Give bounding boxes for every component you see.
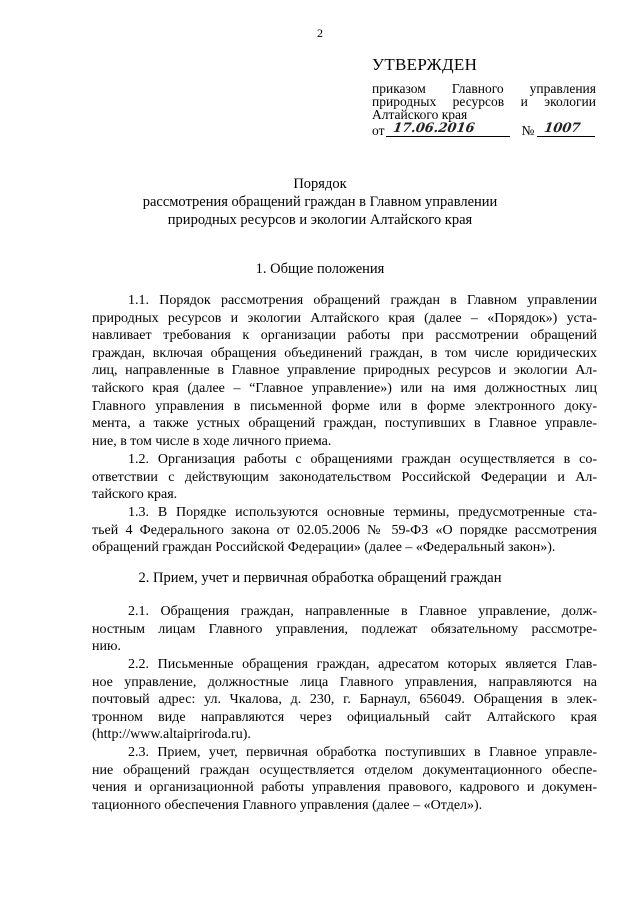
- text-line: ние, в том числе в ходе личного приема.: [92, 433, 332, 449]
- number-label: №: [521, 123, 535, 138]
- title-line: рассмотрения обращений граждан в Главном управлении: [142, 194, 498, 210]
- approval-line: природных ресурсов и экологии: [372, 94, 596, 109]
- page-number: 2: [317, 26, 323, 40]
- date-label: от: [372, 123, 385, 138]
- paragraph-1-1: [92, 292, 597, 450]
- text-line: природных ресурсов и экологии Алтайского края (далее – «Порядок») уста-: [92, 310, 597, 326]
- paragraph-1-2: [92, 451, 597, 504]
- text-line: ное управление, должностные лица Главного управления, направляются на: [92, 674, 597, 690]
- text-line: нию.: [92, 639, 121, 655]
- text-line: ответствии с действующим законодательством Российской Федерации и Ал-: [92, 469, 597, 485]
- text-line: тайского края (далее – “Главное управление») или на имя должностных лиц: [92, 380, 597, 396]
- text-line: лиц, направленные в Главное управление природных ресурсов и экологии Ал-: [92, 363, 597, 379]
- paragraph-2-1: [92, 603, 597, 656]
- title-line: природных ресурсов и экологии Алтайского края: [167, 212, 473, 228]
- text-line: 2.1. Обращения граждан, направленные в Главное управление, долж-: [128, 604, 597, 619]
- text-line: навливает требования к организации работы при рассмотрении обращений: [92, 328, 597, 344]
- text-line: почтовый адрес: ул. Чкалова, д. 230, г. Барнаул, 656049. Обращения в элек-: [92, 692, 597, 708]
- text-line: тронном виде направляются через официальный сайт Алтайского края: [92, 709, 597, 725]
- title-line: Порядок: [293, 176, 347, 192]
- text-line: (http://www.altaipriroda.ru).: [92, 727, 251, 743]
- text-line: 1.2. Организация работы с обращениями граждан осуществляется в со-: [128, 452, 597, 467]
- approval-heading: УТВЕРЖДЕН: [372, 55, 478, 74]
- handwritten-date: 17.06.2016: [386, 122, 512, 137]
- paragraph-2-2: [92, 656, 597, 744]
- text-line: ностным лицам Главного управления, подлежат обязательному рассмотре-: [92, 621, 597, 637]
- text-line: граждан, включая обращения объединений граждан, в том числе юридических: [92, 345, 597, 361]
- approval-line: Алтайского края: [372, 107, 468, 122]
- text-line: 1.3. В Порядке используются основные термины, предусмотренные ста-: [128, 505, 597, 520]
- text-line: тьей 4 Федерального закона от 02.05.2006 № 59-ФЗ «О порядке рассмотрения: [92, 522, 597, 538]
- text-line: ние обращений граждан осуществляется отделом документационного обеспе-: [92, 762, 597, 778]
- approval-block: [372, 55, 596, 138]
- order-date-number-row: [372, 122, 596, 137]
- paragraph-1-3: [92, 504, 597, 557]
- text-line: Главного управления в письменной форме или в форме электронного доку-: [92, 398, 597, 414]
- handwritten-number: 1007: [537, 122, 597, 137]
- text-line: 2.2. Письменные обращения граждан, адресатом которых является Глав-: [128, 657, 597, 672]
- section-1-heading: 1. Общие положения: [255, 261, 385, 277]
- paragraph-2-3: [92, 744, 597, 814]
- text-line: 1.1. Порядок рассмотрения обращений граждан в Главном управлении: [128, 293, 597, 308]
- text-line: обращений граждан Российской Федерации» (далее – «Федеральный закон»).: [92, 540, 556, 556]
- section-2-heading: 2. Прием, учет и первичная обработка обращений граждан: [138, 570, 502, 586]
- approval-line: приказом Главного управления: [372, 81, 596, 96]
- text-line: тайского края.: [92, 487, 178, 503]
- text-line: 2.3. Прием, учет, первичная обработка поступивших в Главное управле-: [128, 745, 597, 760]
- text-line: мента, а также устных обращений граждан, поступивших в Главное управле-: [92, 416, 597, 432]
- document-title: [0, 175, 640, 229]
- text-line: тационного обеспечения Главного управления (далее – «Отдел»).: [92, 797, 483, 813]
- text-line: чения и организационной работы управления правового, кадрового и докумен-: [92, 780, 597, 796]
